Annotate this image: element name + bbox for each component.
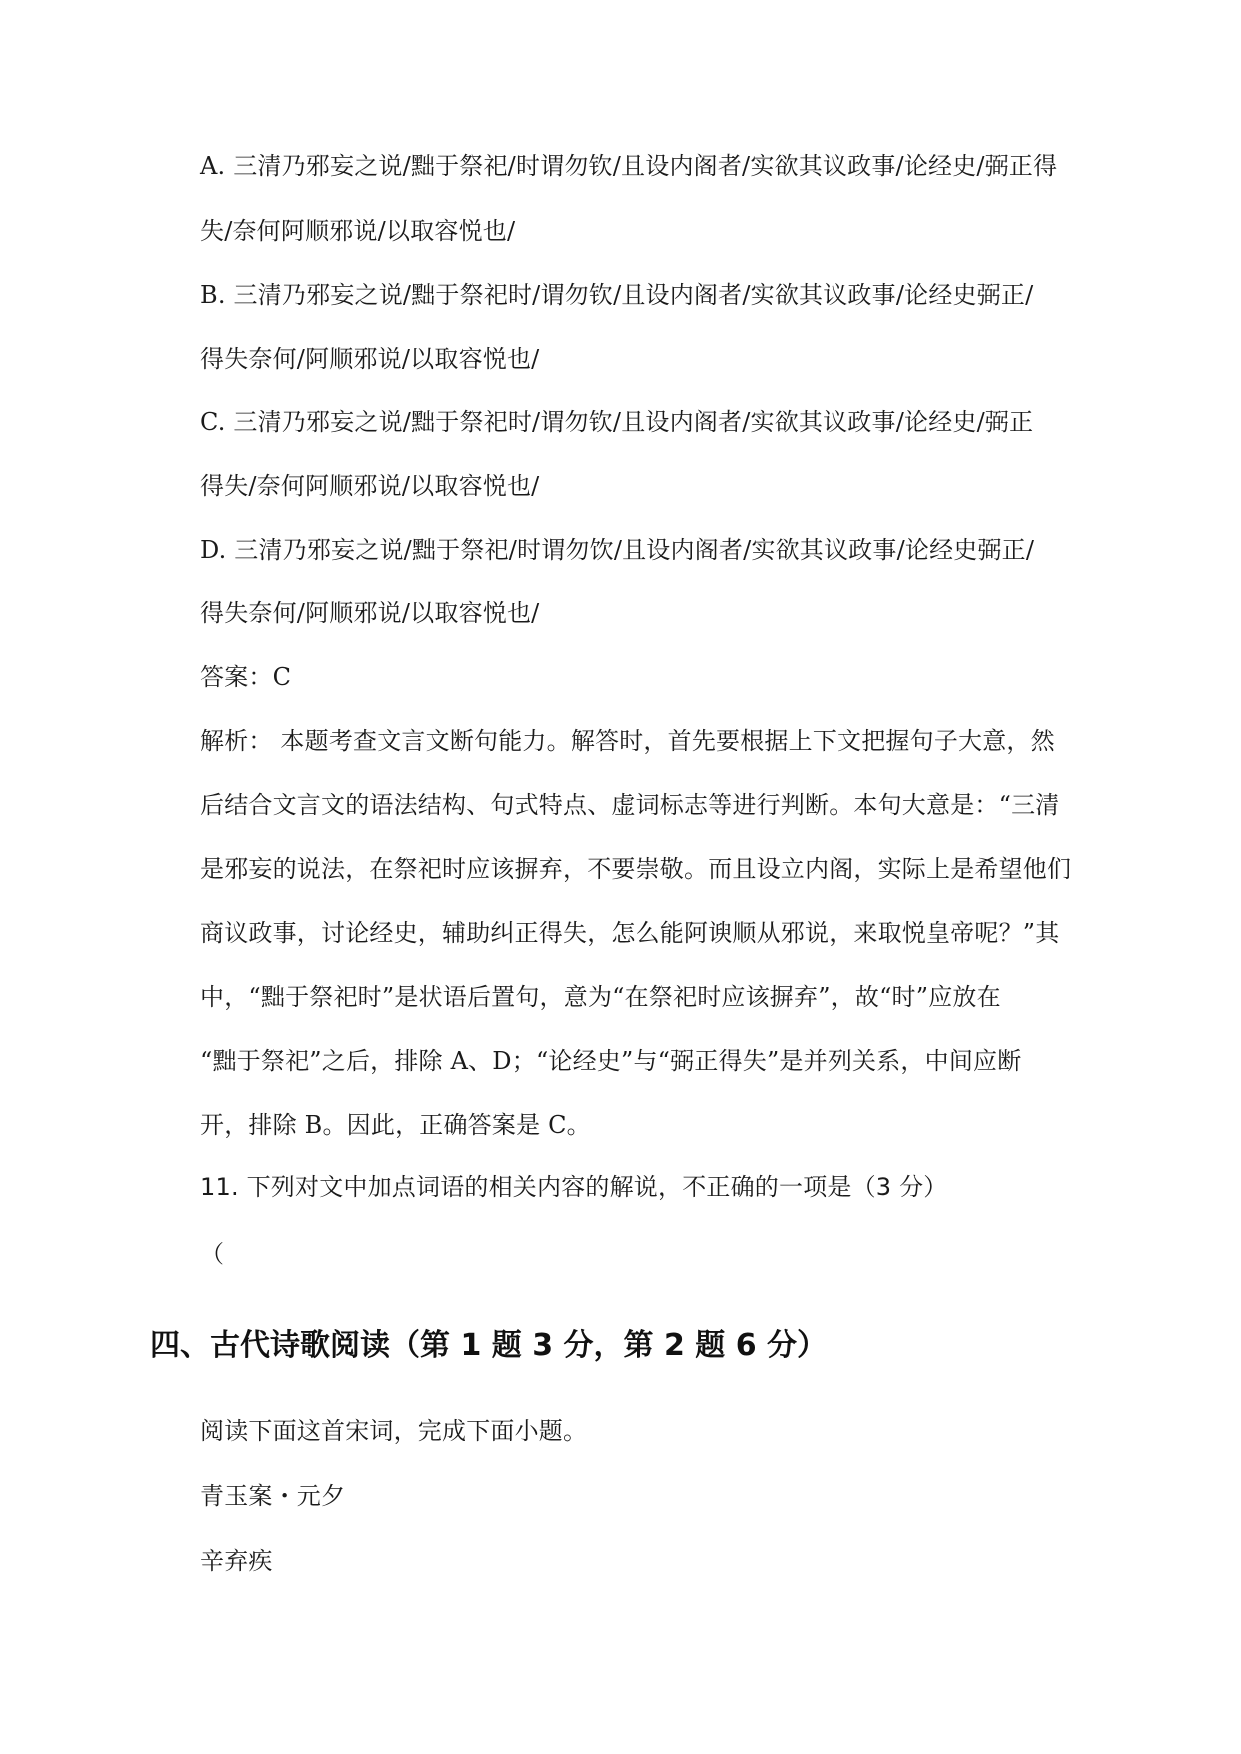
analysis-line-7: 开，排除 B。因此，正确答案是 C。 [200,1111,591,1139]
poem-author: 辛弃疾 [200,1547,273,1575]
question-11-prompt: 11. 下列对文中加点词语的相关内容的解说，不正确的一项是（3 分） [200,1173,948,1201]
analysis-line-5: 中，“黜于祭祀时”是状语后置句，意为“在祭祀时应该摒弃”，故“时”应放在 [200,983,1001,1011]
question-11-blank: （ [200,1240,225,1268]
option-b-line-1: B. 三清乃邪妄之说/黜于祭祀时/谓勿钦/且设内阁者/实欲其议政事/论经史弼正/ [200,281,1034,309]
analysis-line-3: 是邪妄的说法，在祭祀时应该摒弃，不要崇敬。而且设立内阁，实际上是希望他们 [200,855,1072,883]
analysis-line-4: 商议政事，讨论经史，辅助纠正得失，怎么能阿谀顺从邪说，来取悦皇帝呢？”其 [200,919,1060,947]
poem-title: 青玉案・元夕 [200,1482,346,1510]
option-d-line-2: 得失奈何/阿顺邪说/以取容悦也/ [200,599,540,627]
option-a-line-1: A. 三清乃邪妄之说/黜于祭祀/时谓勿钦/且设内阁者/实欲其议政事/论经史/弼正得 [200,152,1058,180]
option-b-line-2: 得失奈何/阿顺邪说/以取容悦也/ [200,345,540,373]
section-instruction: 阅读下面这首宋词，完成下面小题。 [200,1417,588,1445]
answer-line: 答案：C [200,663,292,691]
option-d-line-1: D. 三清乃邪妄之说/黜于祭祀/时谓勿饮/且设内阁者/实欲其议政事/论经史弼正/ [200,536,1035,564]
option-c-line-1: C. 三清乃邪妄之说/黜于祭祀时/谓勿钦/且设内阁者/实欲其议政事/论经史/弼正 [200,408,1034,436]
analysis-line-2: 后结合文言文的语法结构、句式特点、虚词标志等进行判断。本句大意是：“三清 [200,791,1060,819]
analysis-line-6: “黜于祭祀”之后，排除 A、D；“论经史”与“弼正得失”是并列关系，中间应断 [200,1047,1022,1075]
option-a-line-2: 失/奈何阿顺邪说/以取容悦也/ [200,217,516,245]
analysis-line-1: 解析： 本题考查文言文断句能力。解答时，首先要根据上下文把握句子大意，然 [200,727,1055,755]
section-heading: 四、古代诗歌阅读（第 1 题 3 分，第 2 题 6 分） [150,1328,828,1363]
option-c-line-2: 得失/奈何阿顺邪说/以取容悦也/ [200,472,540,500]
